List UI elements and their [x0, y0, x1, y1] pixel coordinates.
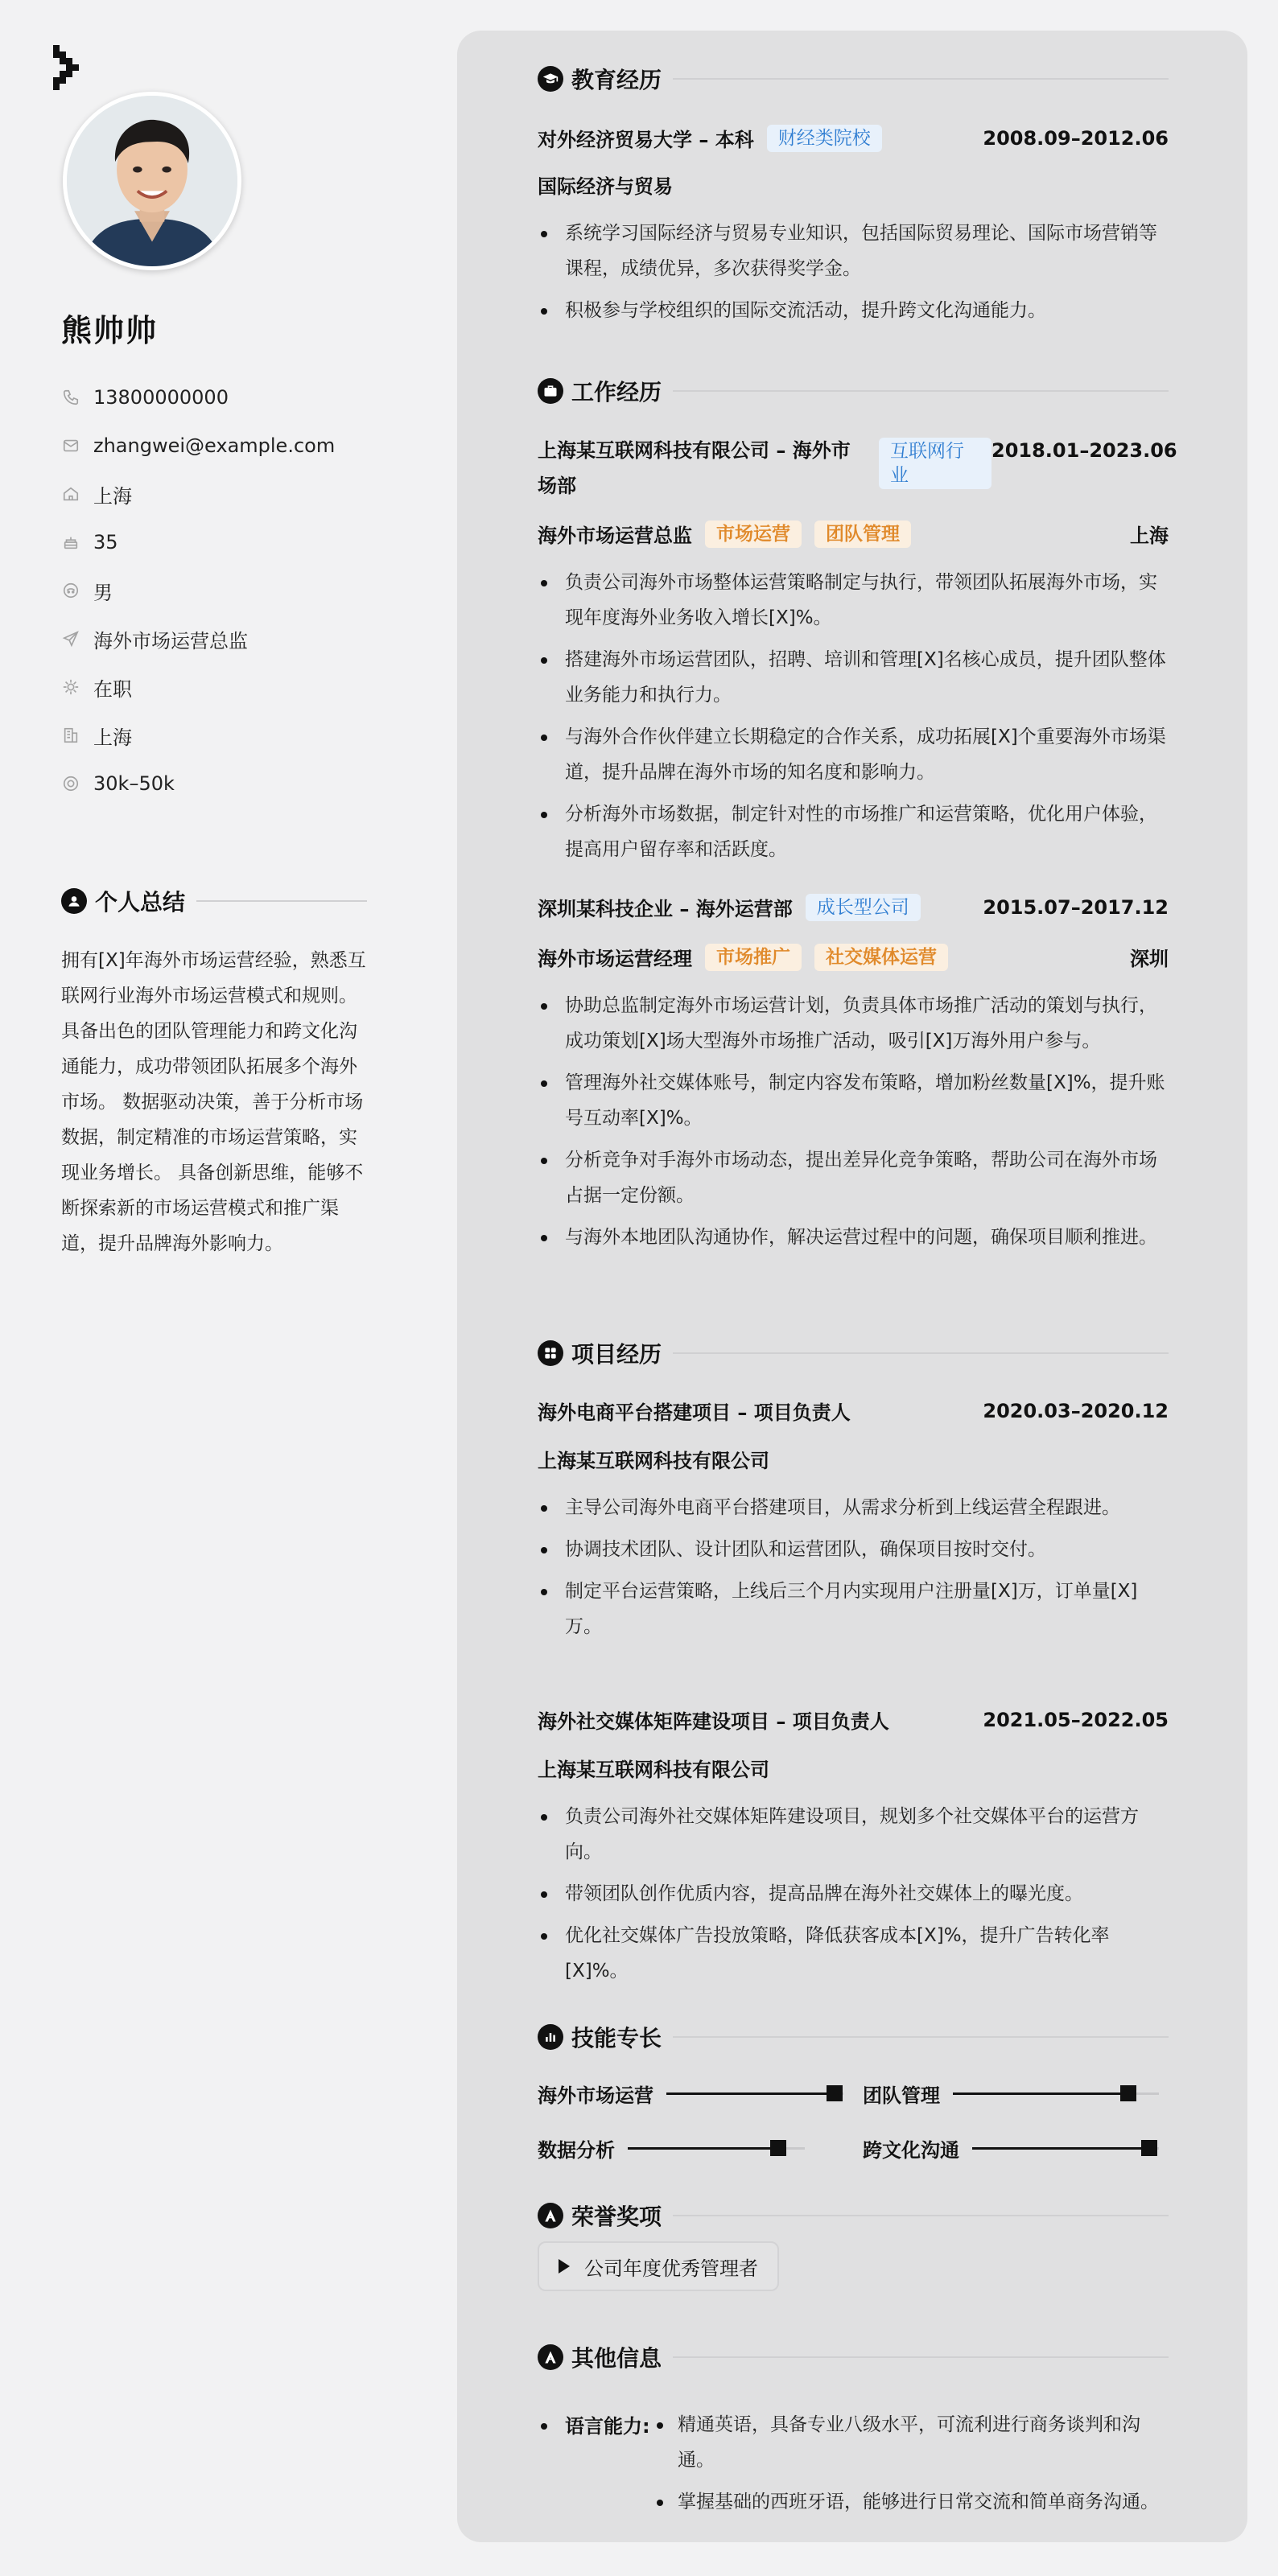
list-item: 制定平台运营策略，上线后三个月内实现用户注册量[X]万，订单量[X]万。	[538, 1574, 1169, 1644]
project-row-1	[538, 1397, 1169, 1425]
honors-title: 荣誉奖项	[571, 2204, 662, 2230]
job-bullets-2	[538, 988, 1169, 1261]
award-icon	[538, 2344, 563, 2370]
divider	[673, 78, 1169, 80]
list-item: 搭建海外市场运营团队，招聘、培训和管理[X]名核心成员，提升团队整体业务能力和执行力。	[538, 642, 1169, 713]
list-item: 掌握基础的西班牙语，能够进行日常交流和简单商务沟通。	[655, 2484, 1170, 2520]
skill-bar	[628, 2147, 805, 2150]
other-title: 其他信息	[571, 2345, 662, 2372]
sidebar	[0, 0, 435, 2576]
job-location: 上海	[1130, 525, 1169, 547]
project-org: 上海某互联网科技有限公司	[538, 1450, 769, 1472]
summary-title: 个人总结	[95, 889, 186, 916]
status-icon	[61, 677, 80, 697]
email-value: zhangwei@example.com	[93, 434, 336, 457]
major-row	[538, 171, 1169, 199]
skill-bar	[972, 2147, 1159, 2150]
info-email	[61, 422, 383, 470]
education-date: 2008.09–2012.06	[983, 126, 1169, 150]
skill-bar-fill	[628, 2147, 778, 2150]
list-item: 负责公司海外社交媒体矩阵建设项目，规划多个社交媒体平台的运营方向。	[538, 1799, 1169, 1870]
job-tag: 互联网行业	[879, 438, 991, 489]
skill-bar-fill	[972, 2147, 1149, 2150]
phone-value: 13800000000	[93, 386, 229, 409]
cake-icon	[61, 533, 80, 552]
projects-title: 项目经历	[571, 1341, 662, 1368]
award-item	[538, 2241, 779, 2291]
job-role-row-1	[538, 520, 1169, 548]
briefcase-icon	[538, 378, 563, 404]
list-item: 与海外合作伙伴建立长期稳定的合作关系，成功拓展[X]个重要海外市场渠道，提升品牌在海外市场的知名度和影响力。	[538, 719, 1169, 790]
info-age	[61, 518, 383, 566]
skill-tag: 社交媒体运营	[814, 944, 948, 971]
education-row	[538, 124, 1169, 152]
home-icon	[61, 484, 80, 504]
position-value: 海外市场运营总监	[93, 629, 248, 652]
list-item: 优化社交媒体广告投放策略，降低获客成本[X]%，提升广告转化率[X]%。	[538, 1918, 1169, 1989]
job-role: 海外市场运营总监	[538, 525, 692, 547]
skill-tag: 团队管理	[814, 521, 911, 548]
divider	[196, 900, 367, 902]
skill-item	[863, 2134, 1159, 2162]
skill-bar	[953, 2092, 1159, 2095]
list-item: 精通英语，具备专业八级水平，可流利进行商务谈判和沟通。	[655, 2407, 1170, 2478]
job-role: 海外市场运营经理	[538, 948, 692, 970]
send-icon	[61, 629, 80, 648]
skill-bar-knob	[1141, 2140, 1157, 2156]
gender-value: 男	[93, 581, 113, 604]
divider	[673, 1352, 1169, 1354]
logo-icon	[52, 45, 87, 95]
list-item: 负责公司海外市场整体运营策略制定与执行，带领团队拓展海外市场，实现年度海外业务收入增长[X]%。	[538, 565, 1169, 636]
skill-name: 数据分析	[538, 2138, 615, 2162]
divider	[673, 2356, 1169, 2358]
skill-item	[538, 2079, 843, 2108]
skills-header	[538, 2021, 1169, 2053]
skill-tag: 市场运营	[705, 521, 802, 548]
list-item: 与海外本地团队沟通协作，解决运营过程中的问题，确保项目顺利推进。	[538, 1220, 1169, 1255]
skill-item	[538, 2134, 805, 2162]
list-item: 管理海外社交媒体账号，制定内容发布策略，增加粉丝数量[X]%，提升账号互动率[X]%。	[538, 1065, 1169, 1136]
info-status	[61, 663, 383, 711]
avatar	[63, 92, 241, 270]
phone-icon	[61, 388, 80, 407]
skill-bar-knob	[770, 2140, 786, 2156]
skill-bar-fill	[666, 2092, 835, 2095]
skills-title: 技能专长	[571, 2025, 662, 2051]
school-tag: 财经类院校	[767, 125, 882, 152]
award-icon	[538, 2203, 563, 2228]
summary-text: 拥有[X]年海外市场运营经验，熟悉互联网行业海外市场运营模式和规则。 具备出色的团队管理能力和跨文化沟通能力，成功带领团队拓展多个海外市场。 数据驱动决策，善于分析市场数据，制定精准的市场运营策略，实现业务增长。 具备创新思维，能够不断探索新的市场运营模式和推广渠道，提升品牌海外影响力。	[61, 950, 366, 1254]
chart-icon	[538, 2024, 563, 2050]
info-city	[61, 711, 383, 759]
other-header	[538, 2341, 1169, 2373]
job-date: 2015.07–2017.12	[983, 895, 1169, 919]
contact-info-list	[61, 373, 383, 808]
info-phone	[61, 373, 383, 422]
project-row-2	[538, 1706, 1169, 1734]
project-bullets-2	[538, 1799, 1169, 1995]
salary-icon	[61, 774, 80, 793]
graduation-cap-icon	[538, 66, 563, 92]
user-icon	[61, 888, 87, 914]
city-value: 上海	[93, 726, 132, 749]
divider	[673, 2036, 1169, 2038]
skill-name: 跨文化沟通	[863, 2138, 959, 2162]
job-location: 深圳	[1130, 948, 1169, 970]
award-name: 公司年度优秀管理者	[584, 2257, 758, 2280]
job-row-2	[538, 893, 1169, 921]
home-value: 上海	[93, 484, 132, 508]
gender-icon	[61, 581, 80, 600]
status-value: 在职	[93, 677, 132, 701]
grid-icon	[538, 1340, 563, 1366]
list-item: 主导公司海外电商平台搭建项目，从需求分析到上线运营全程跟进。	[538, 1490, 1169, 1525]
projects-header	[538, 1337, 1169, 1369]
skill-name: 海外市场运营	[538, 2084, 653, 2107]
divider	[673, 2215, 1169, 2216]
skill-bar-knob	[1120, 2085, 1136, 2101]
job-tag: 成长型公司	[806, 894, 921, 921]
work-title: 工作经历	[571, 379, 662, 405]
project-date: 2021.05–2022.05	[983, 1708, 1169, 1731]
info-position	[61, 615, 383, 663]
play-icon	[559, 2259, 570, 2274]
education-bullets	[538, 216, 1169, 335]
divider	[673, 390, 1169, 392]
job-company: 上海某互联网科技有限公司 – 海外市场部	[538, 439, 851, 497]
education-title: 教育经历	[571, 67, 662, 93]
building-icon	[61, 726, 80, 745]
honors-header	[538, 2199, 1169, 2232]
skill-bar-fill	[953, 2092, 1128, 2095]
main-card	[457, 31, 1247, 2542]
mail-icon	[61, 436, 80, 455]
skill-name: 团队管理	[863, 2084, 940, 2107]
language-label: 语言能力:	[538, 2410, 650, 2438]
salary-value: 30k–50k	[93, 772, 175, 795]
job-company: 深圳某科技企业 – 海外运营部	[538, 898, 793, 920]
education-header	[538, 63, 1169, 95]
language-list	[655, 2407, 1170, 2526]
job-date: 2018.01–2023.06	[991, 439, 1177, 462]
summary-header	[61, 885, 367, 917]
job-role-row-2	[538, 943, 1169, 971]
skill-item	[863, 2079, 1159, 2108]
list-item: 协助总监制定海外市场运营计划，负责具体市场推广活动的策划与执行，成功策划[X]场大型海外市场推广活动，吸引[X]万海外用户参与。	[538, 988, 1169, 1059]
project-bullets-1	[538, 1490, 1169, 1651]
major-name: 国际经济与贸易	[538, 175, 673, 198]
project-org-row-1	[538, 1445, 1169, 1473]
school-name: 对外经济贸易大学 – 本科	[538, 129, 754, 151]
list-item: 分析竞争对手海外市场动态，提出差异化竞争策略，帮助公司在海外市场占据一定份额。	[538, 1142, 1169, 1213]
list-item: 带领团队创作优质内容，提高品牌在海外社交媒体上的曝光度。	[538, 1876, 1169, 1911]
list-item: 分析海外市场数据，制定针对性的市场推广和运营策略，优化用户体验，提高用户留存率和活跃度。	[538, 796, 1169, 867]
project-org: 上海某互联网科技有限公司	[538, 1759, 769, 1781]
info-gender	[61, 566, 383, 615]
skill-bar	[666, 2092, 843, 2095]
list-item: 系统学习国际经济与贸易专业知识，包括国际贸易理论、国际市场营销等课程，成绩优异，多次获得奖学金。	[538, 216, 1169, 286]
candidate-name: 熊帅帅	[61, 313, 159, 348]
project-name: 海外社交媒体矩阵建设项目 – 项目负责人	[538, 1710, 889, 1733]
job-row-1	[538, 433, 1177, 504]
info-home	[61, 470, 383, 518]
list-item: 协调技术团队、设计团队和运营团队，确保项目按时交付。	[538, 1532, 1169, 1567]
info-salary	[61, 759, 383, 808]
work-header	[538, 375, 1169, 407]
list-item: 积极参与学校组织的国际交流活动，提升跨文化沟通能力。	[538, 293, 1169, 328]
age-value: 35	[93, 531, 118, 553]
skill-bar-knob	[827, 2085, 843, 2101]
project-org-row-2	[538, 1754, 1169, 1782]
project-date: 2020.03–2020.12	[983, 1399, 1169, 1422]
job-bullets-1	[538, 565, 1169, 874]
skill-tag: 市场推广	[705, 944, 802, 971]
project-name: 海外电商平台搭建项目 – 项目负责人	[538, 1401, 851, 1424]
